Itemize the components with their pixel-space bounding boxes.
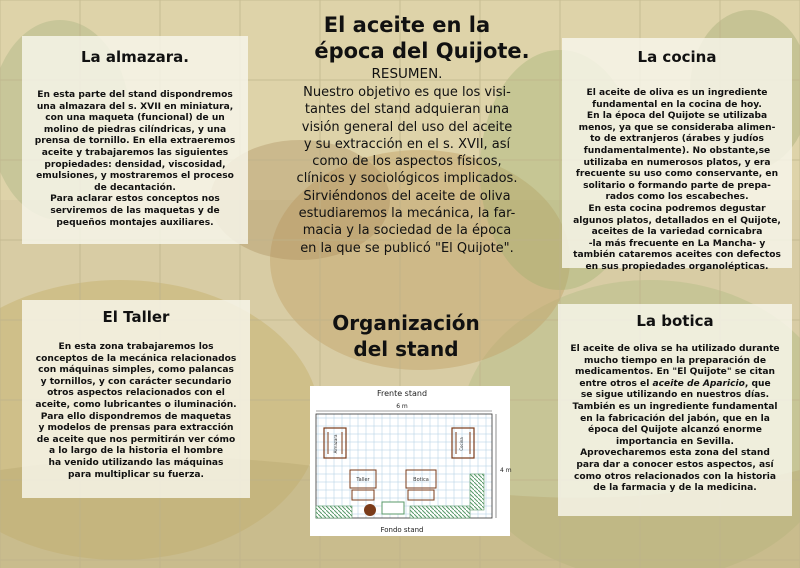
plan-center-counter xyxy=(382,502,404,514)
taller-panel xyxy=(22,300,250,498)
botica-panel xyxy=(558,304,792,516)
organizacion-title xyxy=(290,310,522,362)
almazara-heading: La almazara. xyxy=(81,48,189,66)
taller-heading: El Taller xyxy=(102,308,170,326)
botica-body-part2: , que se sigue utilizando en nuestros días. También es un ingrediente fundamental en la fabricación del jabón, que en la época del Quijote alcanzó enorme importancia en Sevilla. Aprovecharemos esta zona del stand para dar a conocer estos aspectos, así como otros relacionados con la historia de la farmacia y de la medicina. xyxy=(572,378,778,494)
cocina-heading: La cocina xyxy=(637,48,717,66)
title-line-1: El aceite en la xyxy=(323,13,491,37)
cocina-body: El aceite de oliva es un ingrediente fundamental en la cocina de hoy. En la época del Quijote se utilizaba menos, ya que se consideraba alimen- to de extranjeros (árabes y judíos fundamentalmente). No obstante,se utilizaba en numerosos platos, y era frecuente su uso como conservante, en solitario o formando parte de prepa- rados como los escabeches. En esta cocina podremos degustar algunos platos, detallados en el Quijote, aceites de la variedad cornicabra -la más frecuente en La Mancha- y también cataremos aceites con defectos en sus propiedades organolépticas. xyxy=(573,88,781,272)
plan-zone-cocina: Cocina xyxy=(459,437,464,451)
plan-depth-label: 4 m xyxy=(500,467,512,474)
resumen-text: Nuestro objetivo es que los visi- tantes del stand adquieran una visión general del uso del aceite y su extracción en el s. XVII, así como de los aspectos físicos, clínicos y sociológicos implicados. Sirviéndonos del aceite de oliva estudiaremos la mecánica, la far- macia y la sociedad de la época en la que se publicó "El Quijote". xyxy=(296,85,518,256)
almazara-panel xyxy=(22,36,248,244)
botica-body-part1: El aceite de oliva se ha utilizado durante mucho tiempo en la preparación de medicamentos. En "El Quijote" se citan entre otros el xyxy=(570,344,780,389)
botica-body-italic: aceite de Aparicio xyxy=(652,378,745,389)
plan-zone-botica: Botica xyxy=(413,477,429,483)
title-line-2: época del Quijote. xyxy=(314,39,530,63)
poster-title xyxy=(262,12,552,64)
taller-body: En esta zona trabajaremos los conceptos de la mecánica relacionados con máquinas simples, como palancas y tornillos, y con carácter secundario otros aspectos relacionados con el aceite, como lubricantes o iluminación. Para ello dispondremos de maquetas y modelos de prensas para extracción de aceite que nos permitirán ver cómo a lo largo de la historia el hombre ha venido utilizando las máquinas para multiplicar su fuerza. xyxy=(35,342,237,480)
plan-round-table xyxy=(364,504,376,516)
plan-front-label: Frente stand xyxy=(376,389,428,398)
organizacion-line-1: Organización xyxy=(332,311,480,335)
stand-floor-plan xyxy=(310,386,510,536)
organizacion-line-2: del stand xyxy=(353,337,459,361)
plan-back-label: Fondo stand xyxy=(380,526,424,534)
plan-wall-left xyxy=(316,506,352,518)
cocina-panel xyxy=(562,38,792,272)
plan-width-label: 6 m xyxy=(396,403,408,410)
resumen-label: RESUMEN. xyxy=(371,66,443,82)
plan-zone-taller: Taller xyxy=(356,477,370,483)
plan-zone-almazara: Almazara xyxy=(333,434,338,454)
plan-wall-right xyxy=(410,506,470,518)
botica-body xyxy=(562,344,788,495)
botica-heading: La botica xyxy=(636,312,714,330)
almazara-body: En esta parte del stand dispondremos una almazara del s. XVII en miniatura, con una maqueta (funcional) de un molino de piedras cilíndricas, y una prensa de tornillo. En ella extraeremos aceite y trabajaremos las siguientes propiedades: densidad, viscosidad, emulsiones, y mostraremos el proceso de decantación. Para aclarar estos conceptos nos serviremos de las maquetas y de pequeños montajes auxiliares. xyxy=(34,90,236,228)
plan-wall-side xyxy=(470,474,484,510)
